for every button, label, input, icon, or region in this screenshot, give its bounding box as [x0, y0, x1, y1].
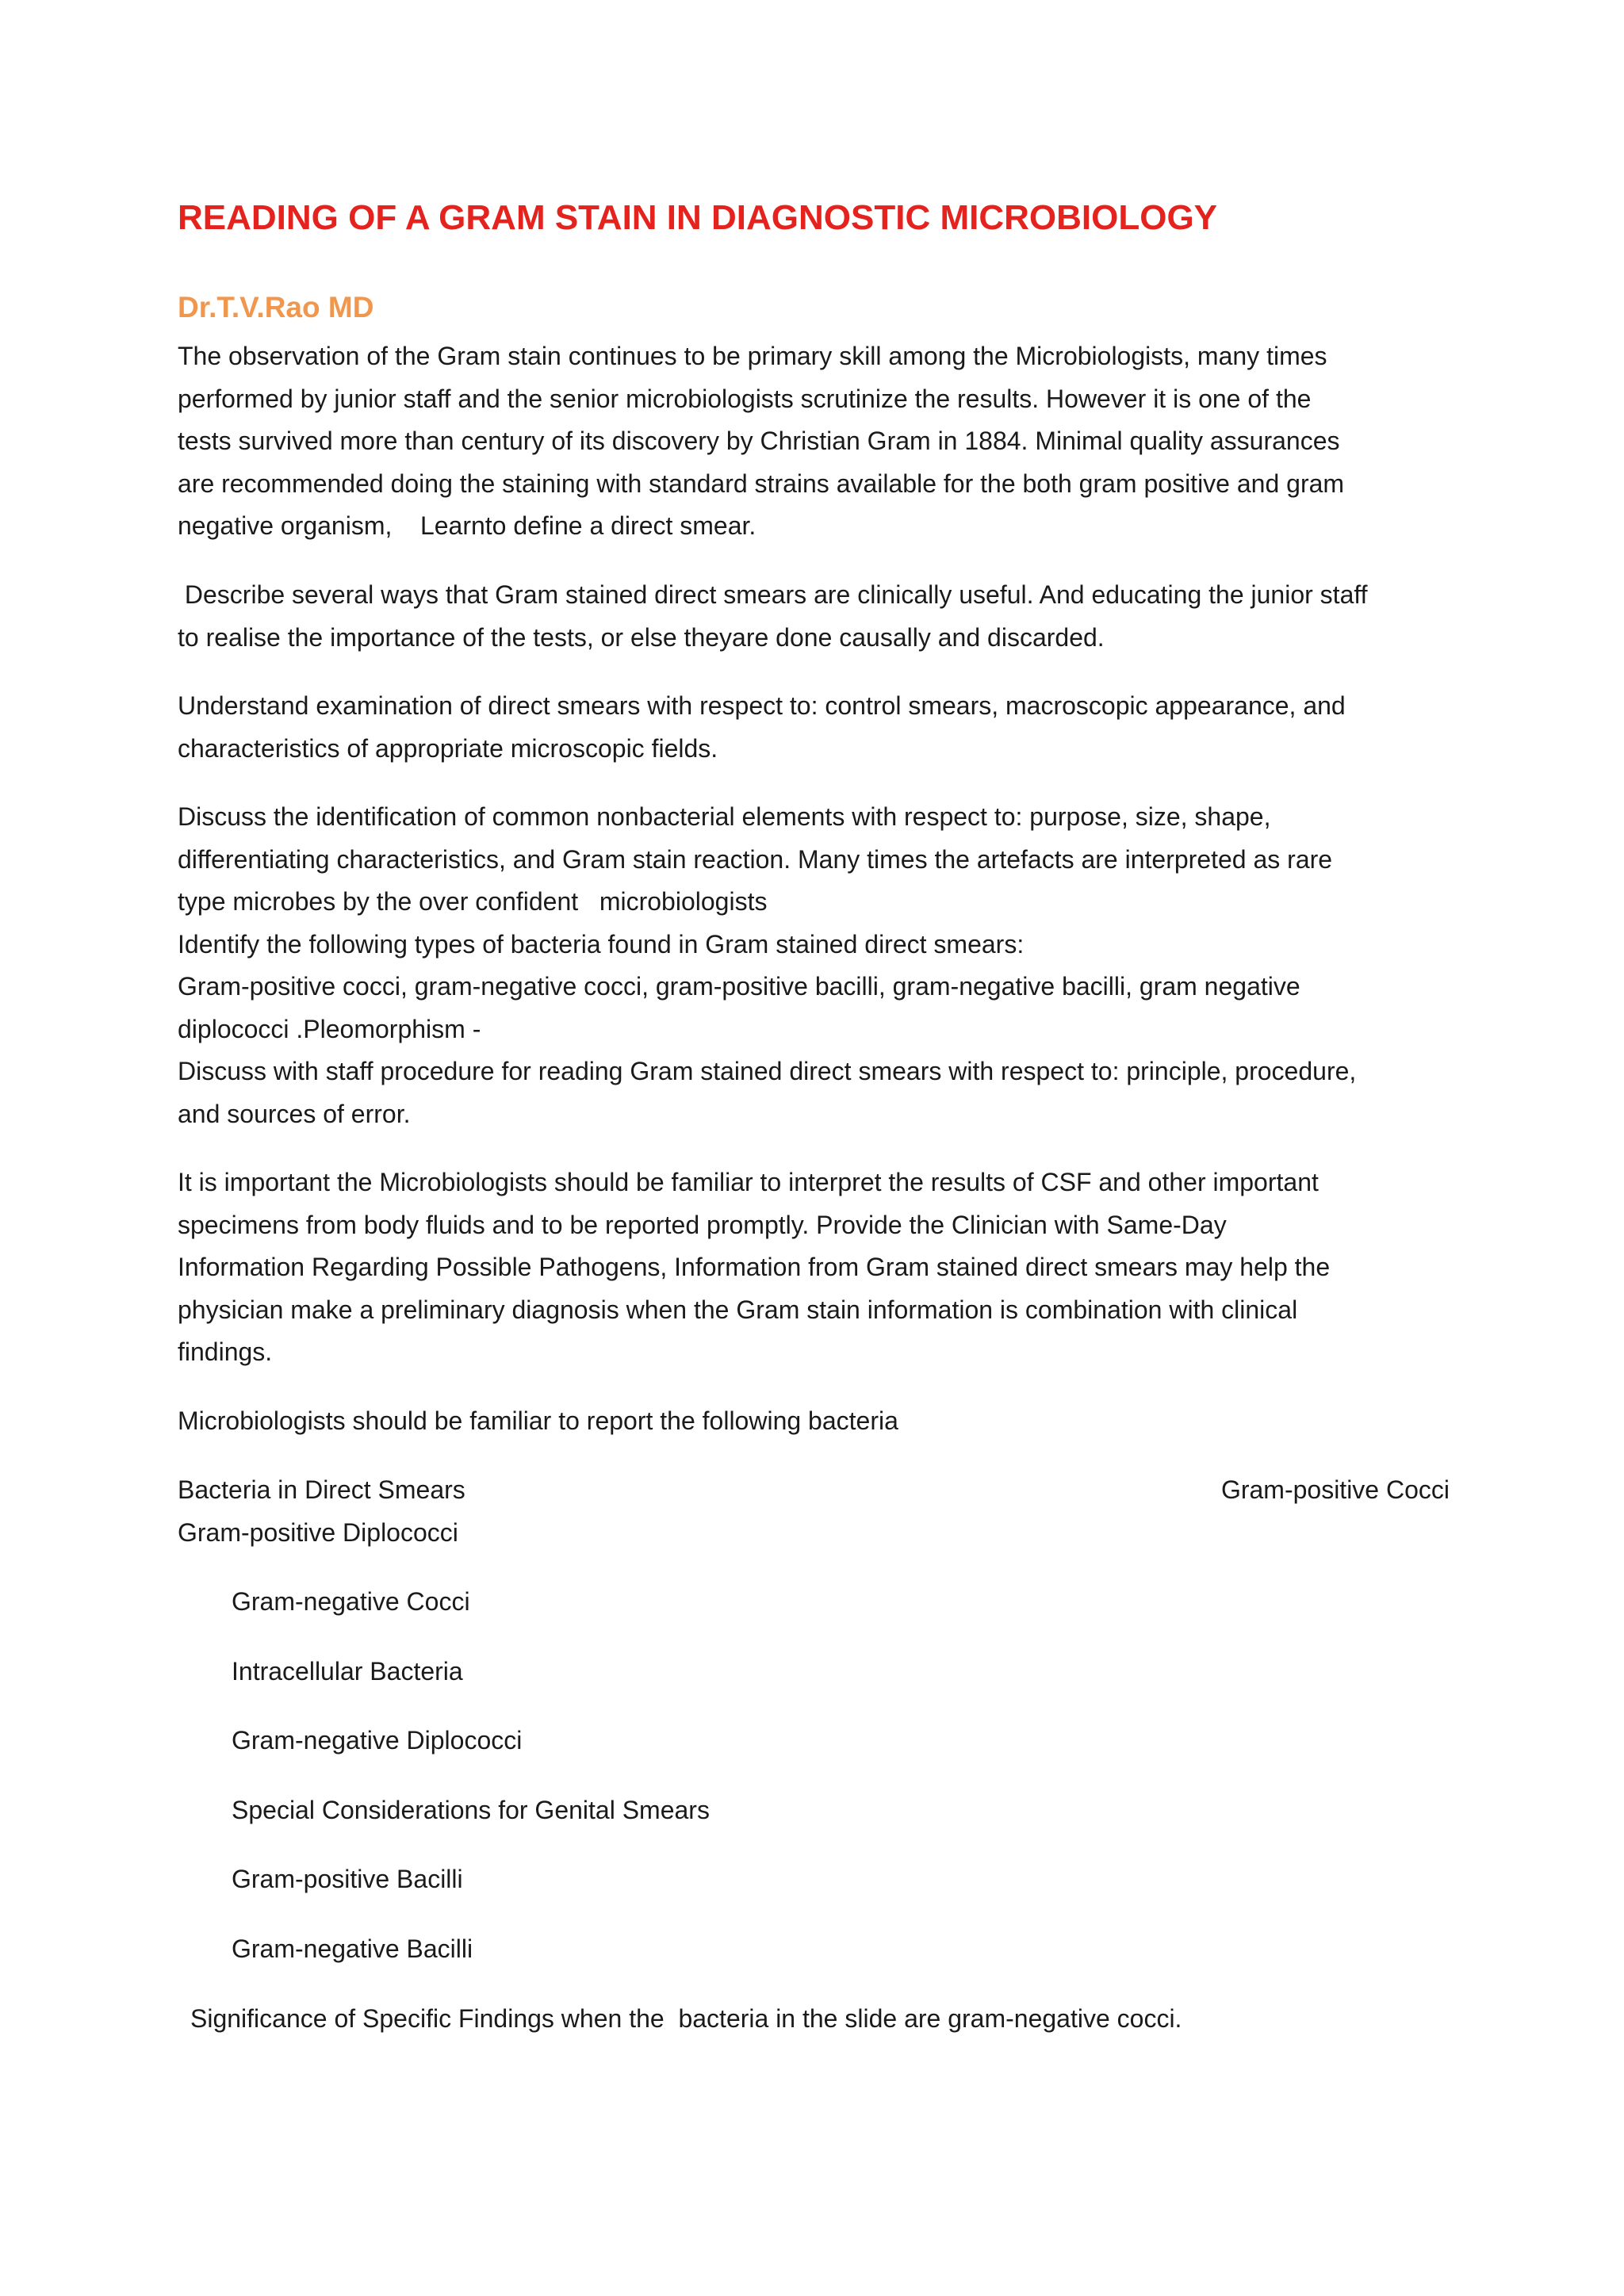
paragraph-line: Discuss with staff procedure for reading Gram stained direct smears with respect to: principle, procedure,	[178, 1057, 1357, 1085]
list-item: Gram-positive Bacilli	[232, 1865, 463, 1893]
paragraph-line: Discuss the identification of common nonbacterial elements with respect to: purpose, size, shape,	[178, 802, 1271, 831]
paragraph-line: physician make a preliminary diagnosis when the Gram stain information is combination with clinical	[178, 1295, 1298, 1324]
paragraph-line: It is important the Microbiologists should be familiar to interpret the results of CSF and other important	[178, 1168, 1319, 1196]
paragraph-line: performed by junior staff and the senior microbiologists scrutinize the results. However it is one of the	[178, 384, 1312, 413]
paragraph-line: The observation of the Gram stain continues to be primary skill among the Microbiologists, many times	[178, 342, 1327, 370]
paragraph-line: characteristics of appropriate microscopic fields.	[178, 733, 718, 763]
list-item: Intracellular Bacteria	[232, 1657, 463, 1686]
paragraph-line: differentiating characteristics, and Gram stain reaction. Many times the artefacts are interpreted as rare	[178, 844, 1333, 874]
paragraph-line: to realise the importance of the tests, or else theyare done causally and discarded.	[178, 622, 1105, 652]
list-item: Gram-negative Bacilli	[232, 1934, 473, 1963]
paragraph-line: and sources of error.	[178, 1099, 411, 1128]
paragraph-line: Identify the following types of bacteria found in Gram stained direct smears:	[178, 929, 1025, 959]
author-name: Dr.T.V.Rao MD	[178, 291, 374, 323]
paragraph-intro	[178, 335, 1478, 548]
paragraph-line: Understand examination of direct smears with respect to: control smears, macroscopic appearance, and	[178, 691, 1346, 720]
list-item: Gram-negative Diplococci	[232, 1726, 523, 1755]
paragraph-line: Information Regarding Possible Pathogens, Information from Gram stained direct smears may help the	[178, 1253, 1331, 1281]
list-header-right: Gram-positive Cocci	[1220, 1475, 1450, 1504]
closing-sentence: Significance of Specific Findings when the bacteria in the slide are gram-negative cocci.	[190, 2004, 1182, 2033]
paragraph-importance	[178, 1161, 1478, 1374]
paragraph-line: negative organism, Learnto define a direct smear.	[178, 511, 756, 540]
list-header-next: Gram-positive Diplococci	[178, 1518, 458, 1547]
paragraph-describe	[178, 574, 1478, 659]
paragraph-line: findings.	[178, 1337, 273, 1366]
paragraph-line: diplococci .Pleomorphism -	[178, 1014, 481, 1043]
list-item: Gram-negative Cocci	[232, 1587, 470, 1616]
paragraph-understand	[178, 685, 1478, 770]
document-title: READING OF A GRAM STAIN IN DIAGNOSTIC MICROBIOLOGY	[178, 198, 1218, 237]
paragraph-line: Describe several ways that Gram stained direct smears are clinically useful. And educating the junior staff	[178, 580, 1368, 609]
paragraph-line: tests survived more than century of its discovery by Christian Gram in 1884. Minimal quality assurances	[178, 427, 1340, 455]
paragraph-line: Gram-positive cocci, gram-negative cocci, gram-positive bacilli, gram-negative bacilli, gram negative	[178, 972, 1300, 1001]
list-item: Special Considerations for Genital Smears	[232, 1796, 710, 1824]
paragraph-line: specimens from body fluids and to be reported promptly. Provide the Clinician with Same-Day	[178, 1210, 1227, 1239]
paragraph-discuss	[178, 796, 1478, 1135]
paragraph-line: type microbes by the over confident microbiologists	[178, 887, 768, 916]
paragraph-line: are recommended doing the staining with standard strains available for the both gram positive and gram	[178, 469, 1345, 498]
list-header-left: Bacteria in Direct Smears	[178, 1475, 465, 1504]
paragraph-report-list-intro: Microbiologists should be familiar to report the following bacteria	[178, 1406, 898, 1435]
